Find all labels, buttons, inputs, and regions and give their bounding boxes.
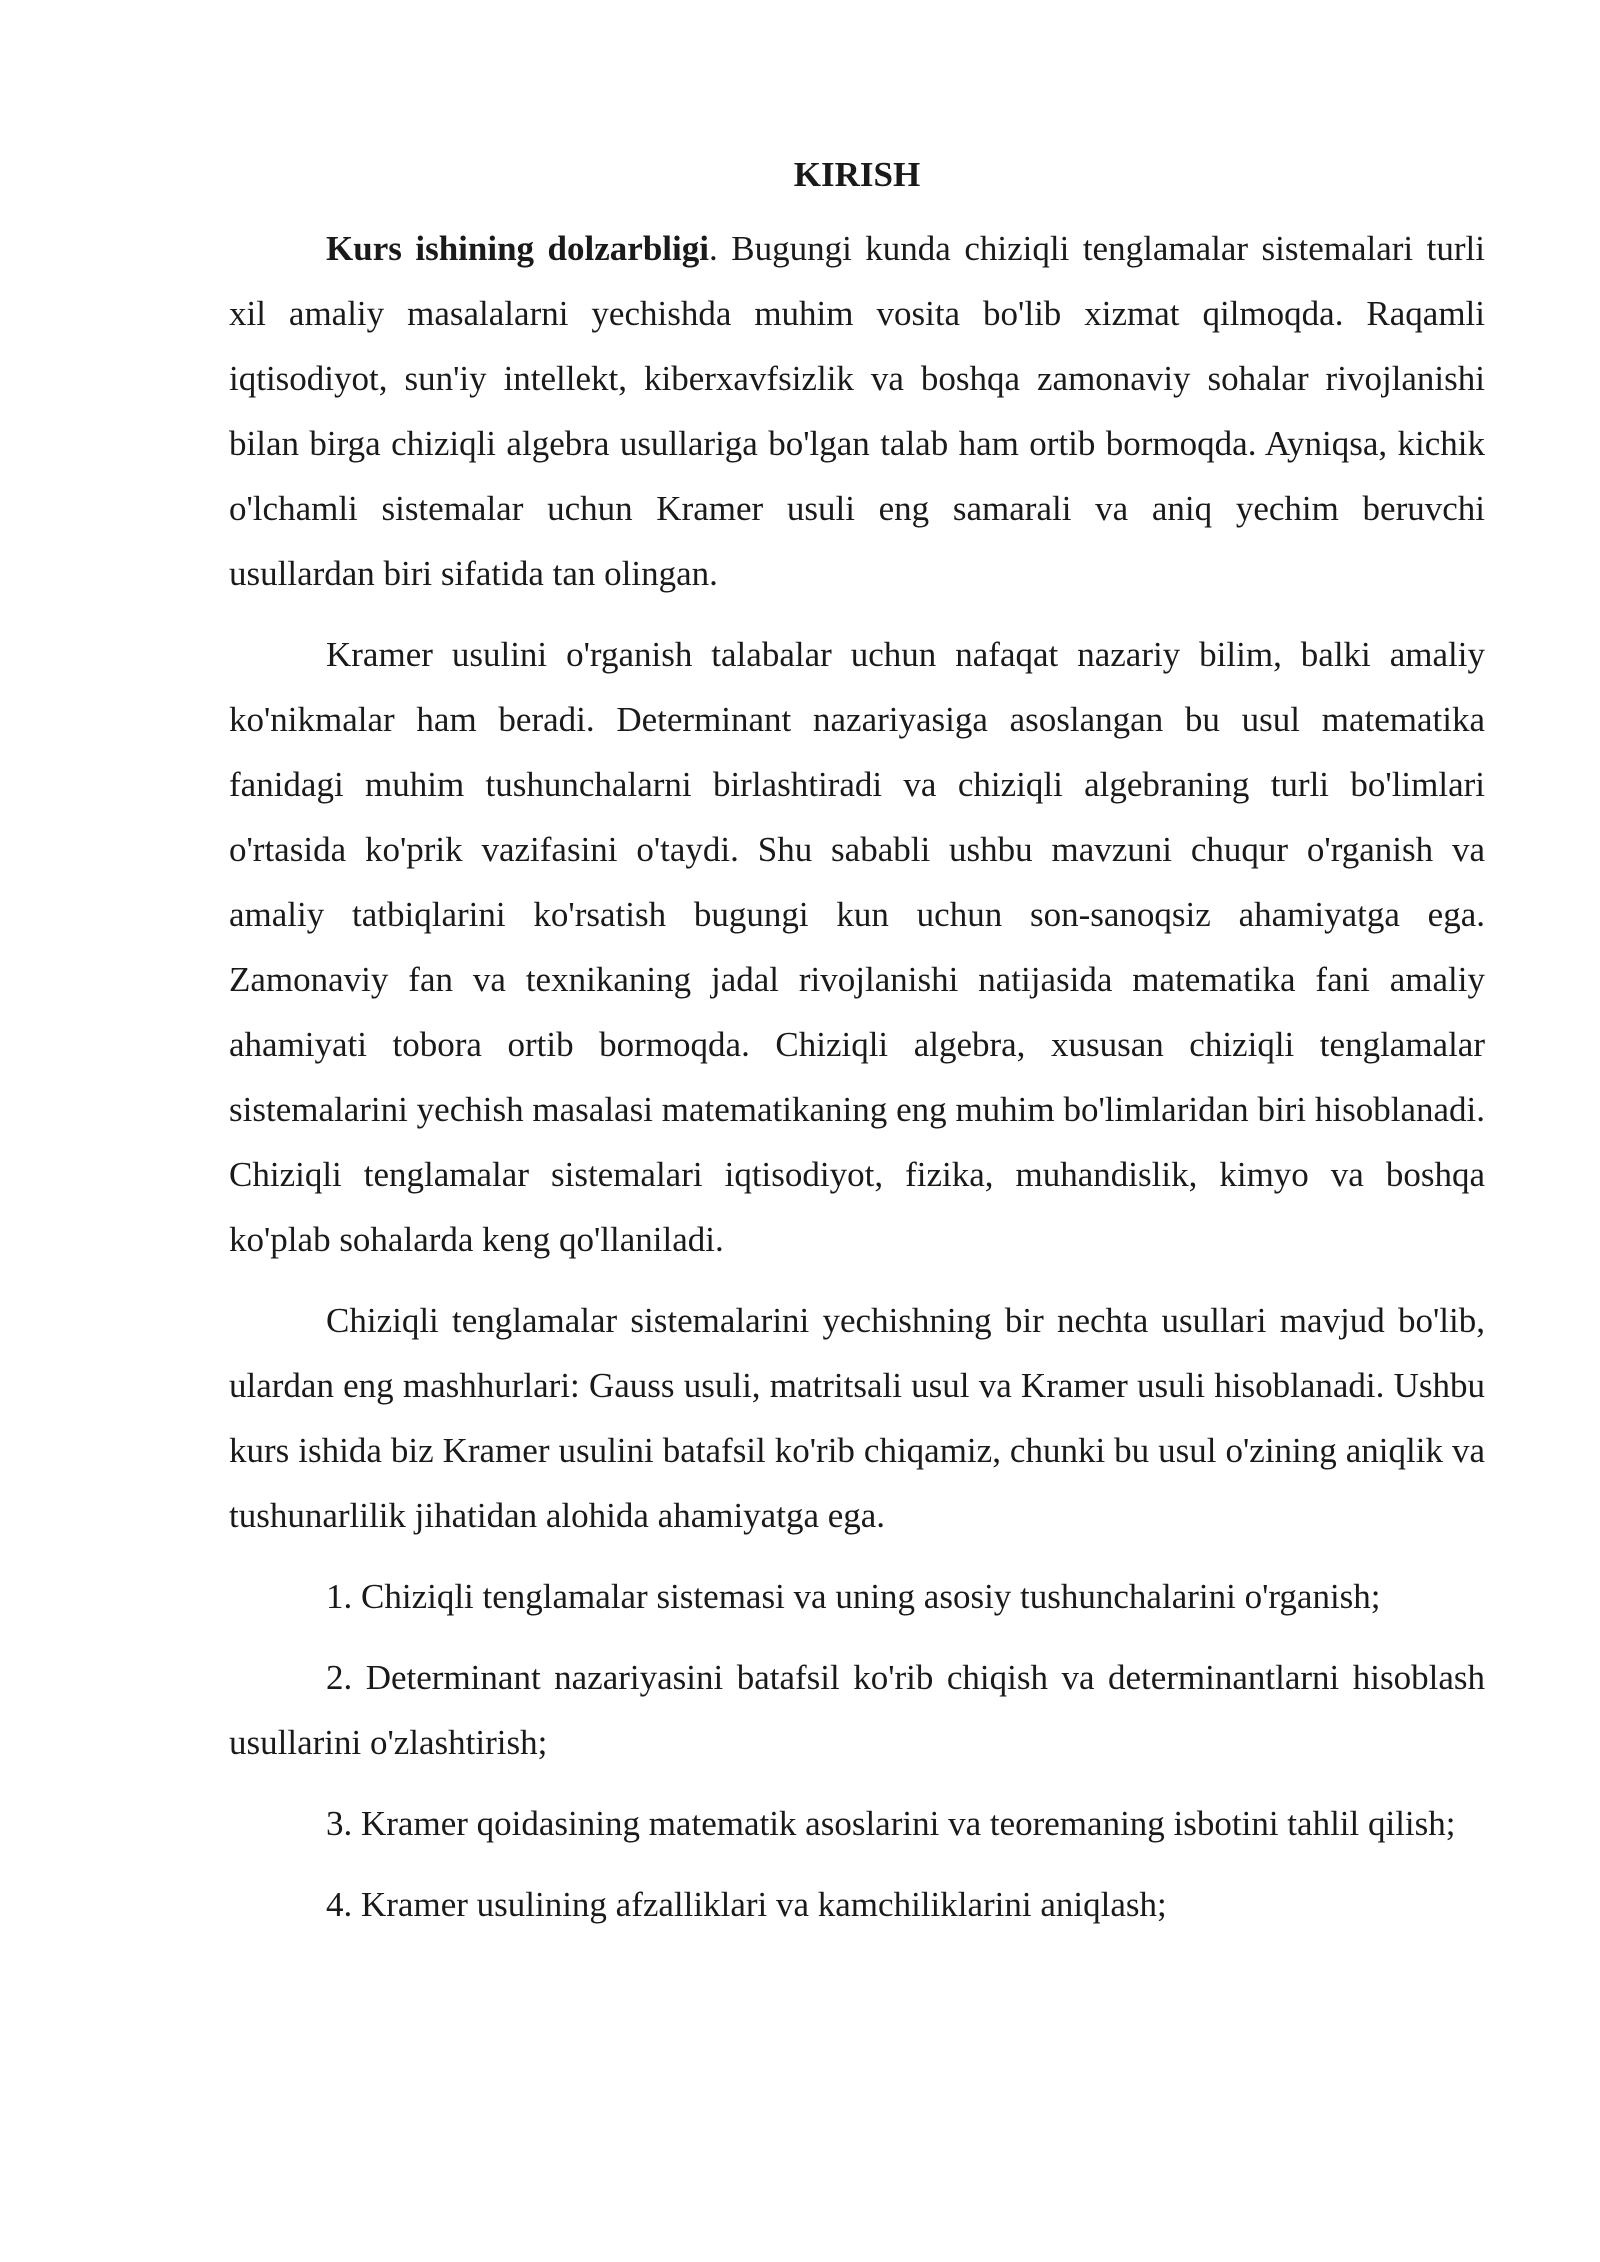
intro-text: . Bugungi kunda chiziqli tenglamalar sistemalari turli xil amaliy masalalarni yechishda muhim vosita bo'lib xizmat qilmoqda. Raqamli iqtisodiyot, sun'iy intellekt, kiberxavfsizlik va boshqa zamonaviy sohalar rivojlanishi bilan birga chiziqli algebra usullariga bo'lgan talab ham ortib bormoqda. Ayniqsa, kichik o'lchamli sistemalar uchun Kramer usuli eng samarali va aniq yechim beruvchi usullardan biri sifatida tan olingan. — [229, 229, 1485, 593]
page-title: KIRISH — [793, 155, 921, 194]
list-item: 3. Kramer qoidasining matematik asoslarini va teoremaning isbotini tahlil qilish; — [326, 1804, 1456, 1843]
body-paragraph: Chiziqli tenglamalar sistemalarini yechishning bir nechta usullari mavjud bo'lib, ulardan eng mashhurlari: Gauss usuli, matritsali usul va Kramer usuli hisoblanadi. Ushbu kurs ishida biz Kramer usulini batafsil ko'rib chiqamiz, chunki bu usul o'zining aniqlik va tushunarlilik jihatidan alohida ahamiyatga ega. — [229, 1301, 1485, 1535]
list-item: 4. Kramer usulining afzalliklari va kamchiliklarini aniqlash; — [326, 1885, 1167, 1924]
list-item: 2. Determinant nazariyasini batafsil ko'rib chiqish va determinantlarni hisoblash usullarini o'zlashtirish; — [229, 1658, 1485, 1762]
intro-lead: Kurs ishining dolzarbligi — [326, 229, 709, 268]
intro-paragraph — [229, 216, 1485, 606]
document-page — [229, 150, 1485, 1953]
list-item: 1. Chiziqli tenglamalar sistemasi va uning asosiy tushunchalarini o'rganish; — [326, 1577, 1381, 1616]
body-paragraph: Kramer usulini o'rganish talabalar uchun nafaqat nazariy bilim, balki amaliy ko'nikmalar ham beradi. Determinant nazariyasiga asoslangan bu usul matematika fanidagi muhim tushunchalarni birlashtiradi va chiziqli algebraning turli bo'limlari o'rtasida ko'prik vazifasini o'taydi. Shu sababli ushbu mavzuni chuqur o'rganish va amaliy tatbiqlarini ko'rsatish bugungi kun uchun son-sanoqsiz ahamiyatga ega. Zamonaviy fan va texnikaning jadal rivojlanishi natijasida matematika fani amaliy ahamiyati tobora ortib bormoqda. Chiziqli algebra, xususan chiziqli tenglamalar sistemalarini yechish masalasi matematikaning eng muhim bo'limlaridan biri hisoblanadi. Chiziqli tenglamalar sistemalari iqtisodiyot, fizika, muhandislik, kimyo va boshqa ko'plab sohalarda keng qo'llaniladi. — [229, 635, 1485, 1259]
